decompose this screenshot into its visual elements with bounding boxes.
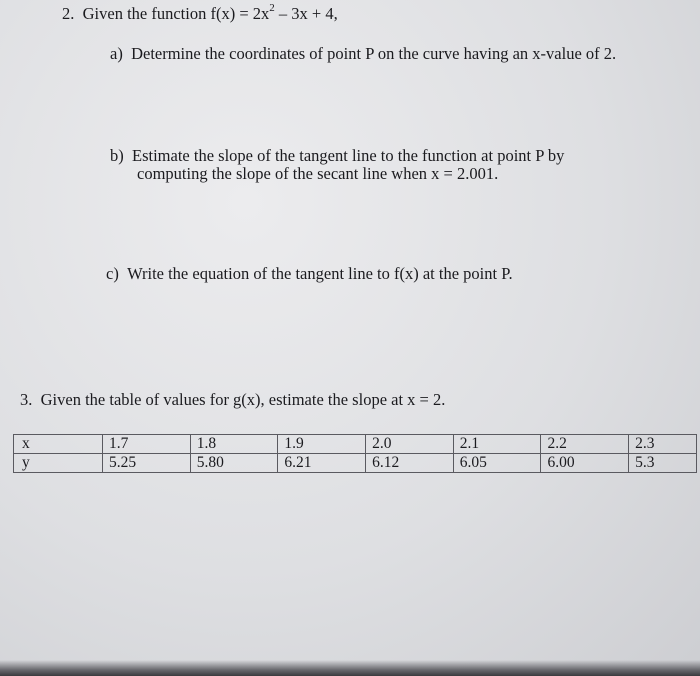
question-2b-label: b) <box>110 146 124 165</box>
table-cell: 2.1 <box>453 435 541 454</box>
table-cell: 1.7 <box>103 435 191 454</box>
question-2b-text: Estimate the slope of the tangent line to the function at point P by <box>132 146 565 165</box>
question-2-number: 2. <box>62 4 75 23</box>
question-2-stem-text: Given the function f(x) = 2x <box>82 4 270 23</box>
table-cell: 6.05 <box>453 454 541 473</box>
table-row-y <box>14 454 697 473</box>
question-3-text: Given the table of values for g(x), estimate the slope at x = 2. <box>40 390 446 409</box>
question-2-stem <box>62 4 338 24</box>
question-2-exponent: 2 <box>269 2 275 14</box>
question-2a-text: Determine the coordinates of point P on the curve having an x-value of 2. <box>131 44 617 63</box>
table-cell: 6.12 <box>366 454 454 473</box>
question-2a <box>110 44 616 64</box>
question-2c-text: Write the equation of the tangent line to f(x) at the point P. <box>127 264 513 283</box>
table-cell: 5.80 <box>190 454 278 473</box>
table-cell: 2.3 <box>629 435 697 454</box>
table-cell: 6.21 <box>278 454 366 473</box>
question-2c-label: c) <box>106 264 119 283</box>
question-3 <box>20 390 445 410</box>
row-header-y: y <box>14 454 103 473</box>
table-cell: 6.00 <box>541 454 629 473</box>
question-2-stem-suffix: – 3x + 4, <box>274 4 338 23</box>
values-table <box>13 434 697 473</box>
table-cell: 5.25 <box>103 454 191 473</box>
question-2c <box>106 264 513 284</box>
question-3-number: 3. <box>20 390 33 409</box>
table-cell: 1.8 <box>190 435 278 454</box>
table-row-x <box>14 435 697 454</box>
question-2b <box>110 146 564 166</box>
table-cell: 2.2 <box>541 435 629 454</box>
page-bottom-shadow <box>0 660 700 676</box>
table-cell: 5.3 <box>629 454 697 473</box>
question-2a-label: a) <box>110 44 123 63</box>
question-2b-continuation: computing the slope of the secant line when x = 2.001. <box>137 164 499 183</box>
table-cell: 2.0 <box>366 435 454 454</box>
row-header-x: x <box>14 435 103 454</box>
table-cell: 1.9 <box>278 435 366 454</box>
